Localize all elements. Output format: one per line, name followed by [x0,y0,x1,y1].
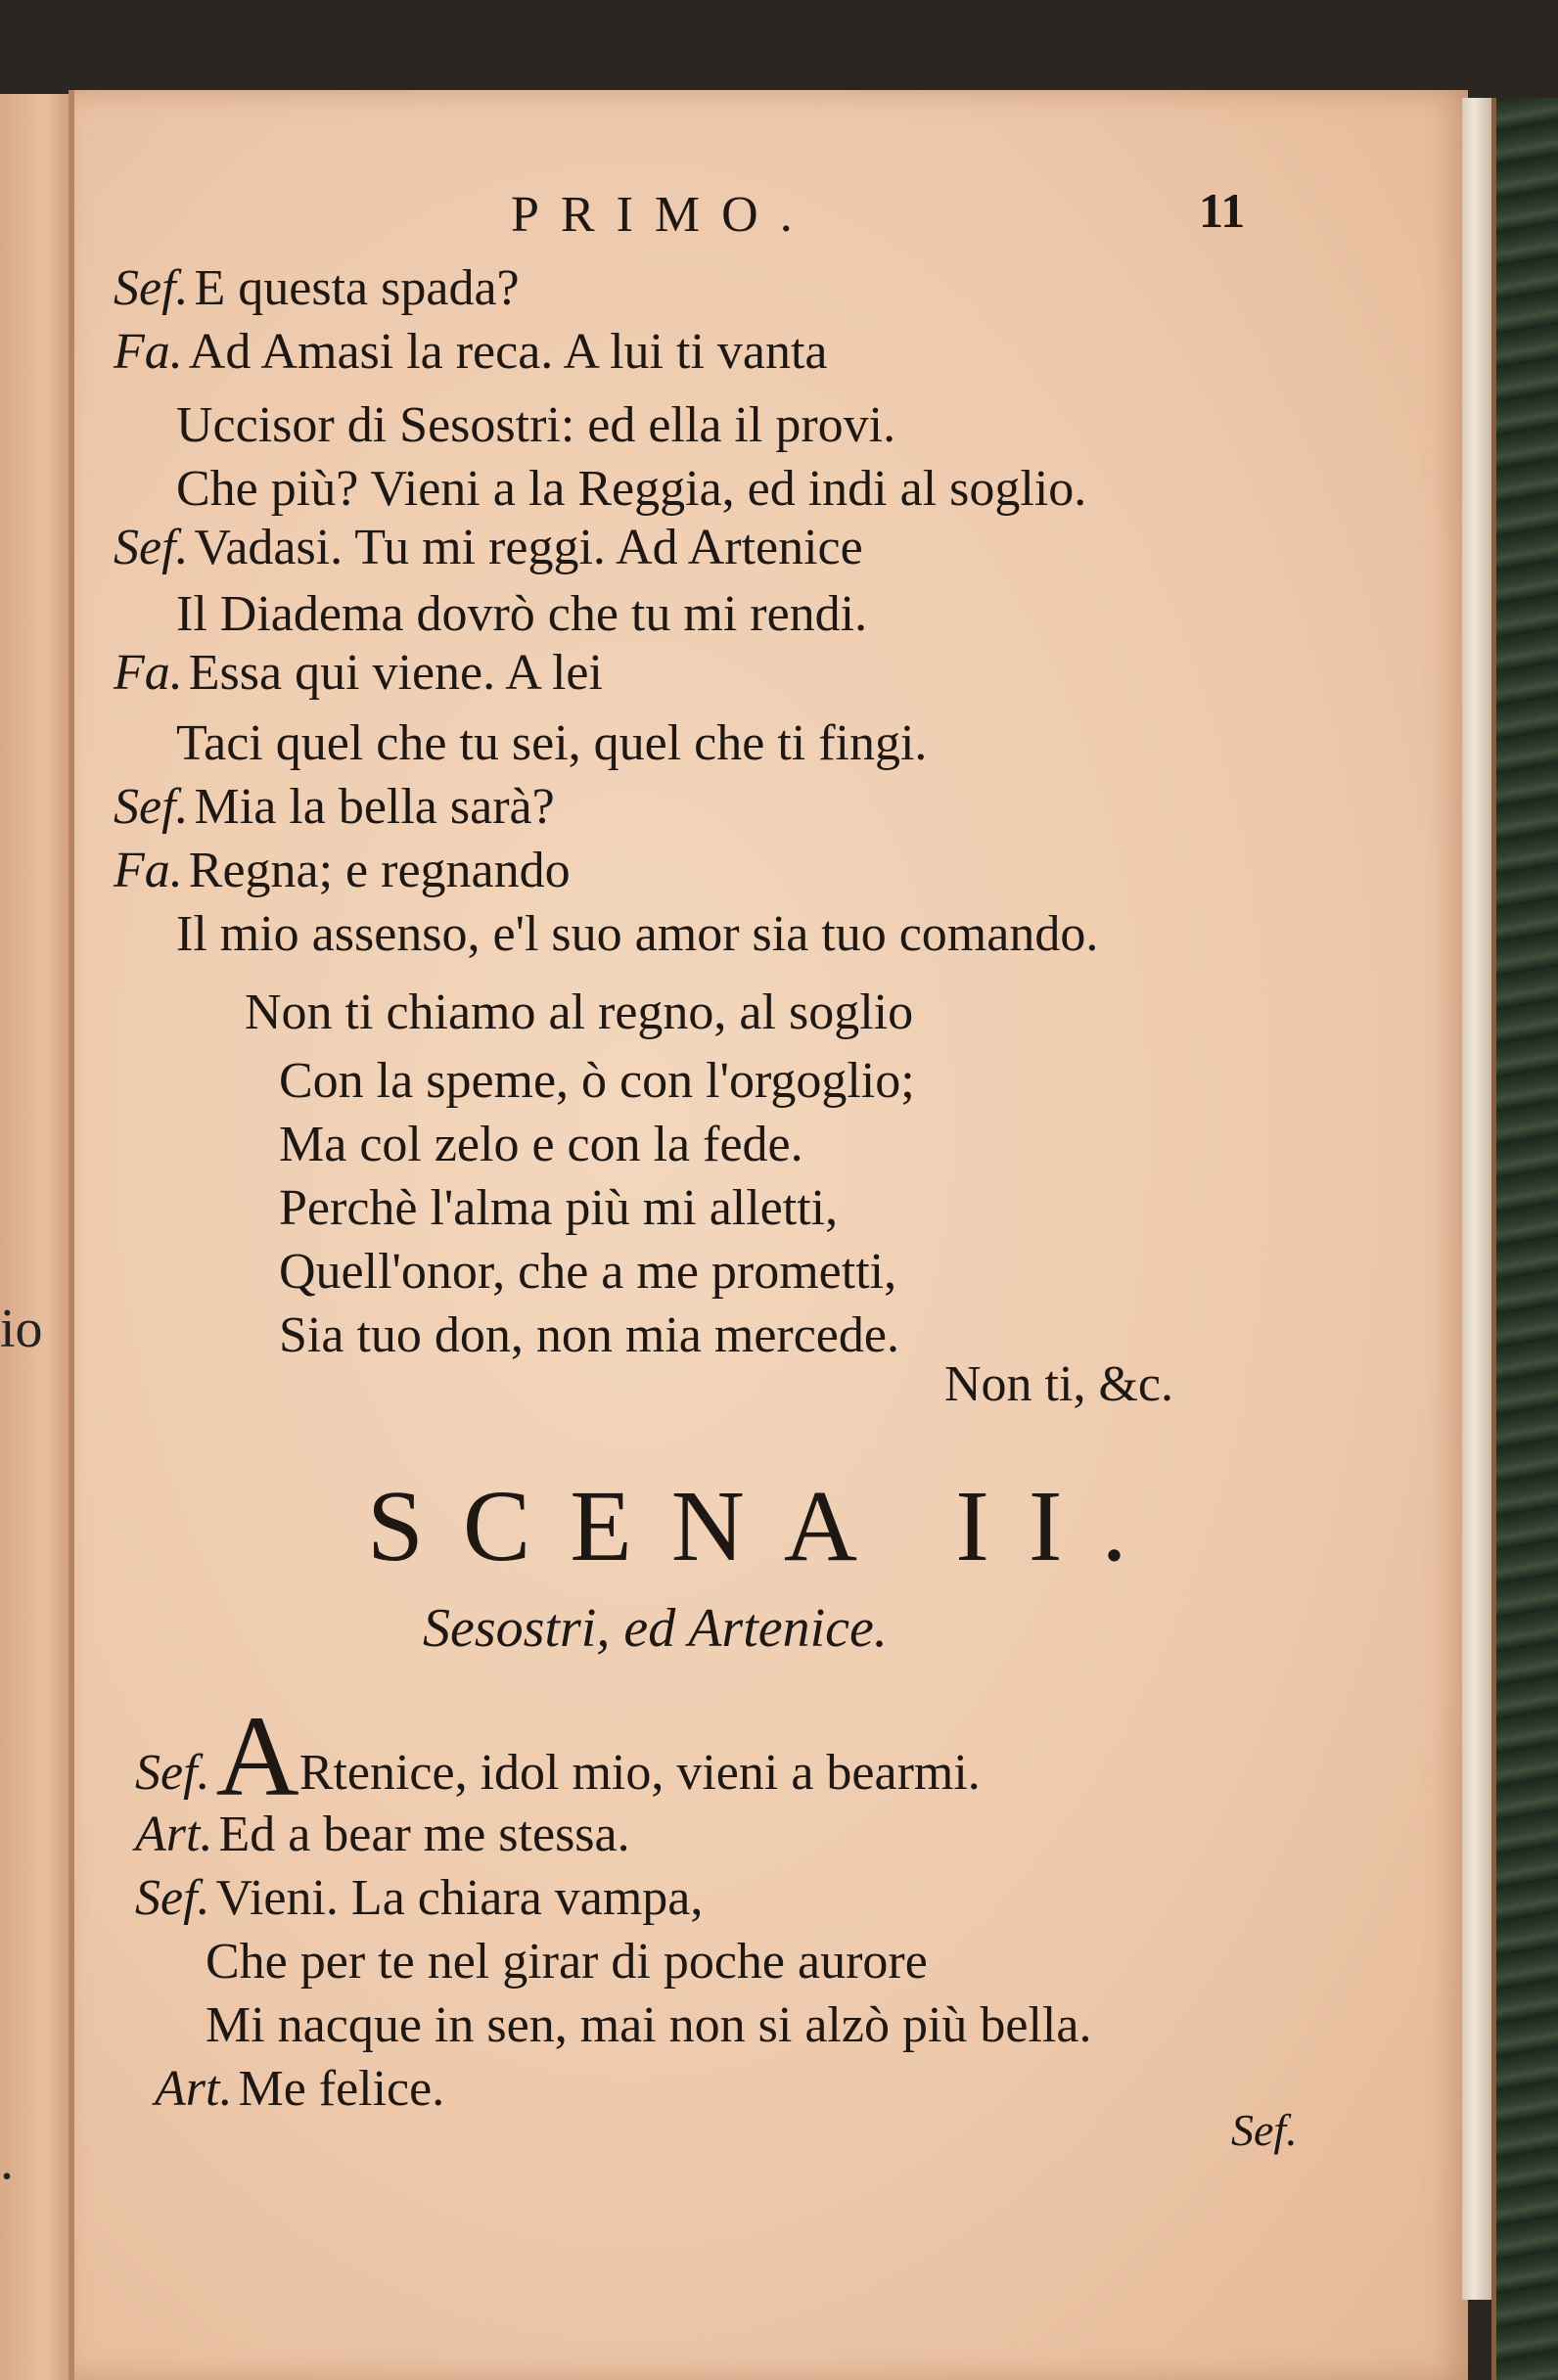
dialogue-line [135,1692,981,1820]
speaker-label: Sef. [114,779,189,835]
line-text: Regna; e regnando [188,843,571,898]
speaker-label: Sef. [135,1870,210,1926]
page-number: 11 [1199,183,1246,238]
catchword: Sef. [1231,2105,1298,2155]
aria-line: Perchè l'alma più mi alletti, [279,1180,839,1236]
left-page-edge [0,94,76,2380]
aria-line: Sia tuo don, non mia mercede. [279,1307,899,1363]
scene-characters: Sesostri, ed Artenice. [423,1598,888,1659]
line-text: Me felice. [238,2061,445,2117]
line-text: Il mio assenso, e'l suo amor sia tuo comando. [176,906,1099,962]
dialogue-line [206,1933,928,1991]
line-text: Essa qui viene. A lei [188,645,603,701]
aria-line: Ma col zelo e con la fede. [279,1117,803,1172]
line-text: Che più? Vieni a la Reggia, ed indi al soglio. [176,461,1087,517]
line-text: Mi nacque in sen, mai non si alzò più bella. [206,1997,1092,2053]
line-text: Ad Amasi la reca. A lui ti vanta [188,324,828,380]
dialogue-line [114,644,603,703]
dialogue-line [176,585,867,644]
line-text: Ed a bear me stessa. [218,1807,630,1862]
aria-line: Quell'onor, che a me prometti, [279,1244,897,1300]
aria-line: Non ti chiamo al regno, al soglio [245,984,914,1040]
book-cover-edge [1491,98,1558,2380]
line-text: Vadasi. Tu mi reggi. Ad Artenice [194,520,863,575]
dialogue-line [135,1806,630,1864]
dialogue-line [176,460,1086,519]
line-text: E questa spada? [194,260,520,316]
aria-repeat: Non ti, &c. [944,1356,1173,1412]
left-page-fragment: io [0,1299,43,1359]
dialogue-line [114,323,828,382]
drop-cap: A [215,1692,299,1820]
dialogue-line [114,842,571,900]
dialogue-line [176,714,927,773]
line-text: Taci quel che tu sei, quel che ti fingi. [176,715,928,771]
speaker-label: Sef. [114,520,189,575]
dialogue-line [176,905,1098,964]
speaker-label: Art. [155,2061,233,2117]
dialogue-line [114,259,520,318]
left-page-fragment: . [0,2130,14,2191]
scene-title: SCENA II. [367,1470,1167,1582]
dialogue-line [176,396,895,455]
dialogue-line [155,2060,444,2119]
speaker-label: Fa. [114,324,183,380]
speaker-label: Fa. [114,843,183,898]
dialogue-line [114,519,863,577]
speaker-label: Fa. [114,645,183,701]
speaker-label: Sef. [135,1745,210,1801]
speaker-label: Sef. [114,260,189,316]
dialogue-line [135,1869,703,1928]
line-text: Uccisor di Sesostri: ed ella il provi. [176,397,896,453]
line-text: Vieni. La chiara vampa, [215,1870,704,1926]
dialogue-line [114,778,555,837]
line-text: Mia la bella sarà? [194,779,555,835]
running-head: PRIMO. [511,187,814,243]
aria-line: Con la speme, ò con l'orgoglio; [279,1053,915,1109]
page-fore-edge [1462,98,1491,2300]
speaker-label: Art. [135,1807,213,1862]
line-text: Rtenice, idol mio, vieni a bearmi. [298,1745,981,1801]
line-text: Il Diadema dovrò che tu mi rendi. [176,586,868,642]
dialogue-line [206,1996,1091,2055]
line-text: Che per te nel girar di poche aurore [206,1934,928,1990]
